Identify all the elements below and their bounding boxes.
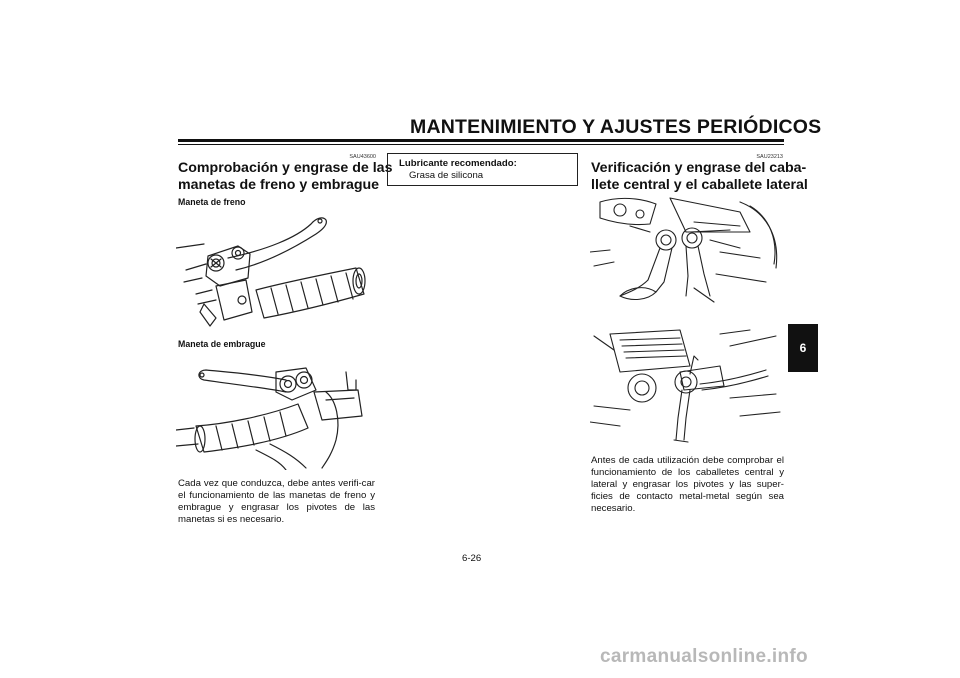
brake-lever-label: Maneta de freno bbox=[178, 197, 246, 207]
header-rule-thin bbox=[178, 144, 784, 145]
left-body-text: Cada vez que conduzca, debe antes verifi-car el funcionamiento de las manetas de freno y embrague y engrasar los pivotes de las manetas si es necesario. bbox=[178, 478, 375, 525]
section-code-left: SAU43600 bbox=[349, 154, 376, 160]
right-body-text: Antes de cada utilización debe comprobar el funcionamiento de los caballetes central y lateral y engrasar los pivotes y las super-ficies de contacto metal-metal según sea necesario. bbox=[591, 455, 784, 514]
lubricant-value: Grasa de silicona bbox=[409, 170, 484, 181]
side-stand-figure bbox=[590, 326, 784, 448]
watermark-text: carmanualsonline.info bbox=[600, 646, 808, 667]
lubricant-box bbox=[387, 153, 578, 186]
section-title-right bbox=[591, 160, 808, 193]
clutch-lever-figure bbox=[176, 350, 376, 470]
section-title-right-line1: Verificación y engrase del caba- bbox=[591, 160, 807, 176]
header-rule-thick bbox=[178, 139, 784, 142]
brake-lever-figure bbox=[176, 208, 376, 330]
lubricant-title: Lubricante recomendado: bbox=[399, 158, 517, 169]
chapter-tab: 6 bbox=[788, 324, 818, 372]
clutch-lever-label: Maneta de embrague bbox=[178, 339, 266, 349]
section-title-left bbox=[178, 160, 392, 193]
page-number: 6-26 bbox=[462, 553, 482, 564]
section-title-right-line2: llete central y el caballete lateral bbox=[591, 176, 808, 193]
page-header-title: MANTENIMIENTO Y AJUSTES PERIÓDICOS bbox=[410, 116, 822, 138]
center-stand-figure bbox=[590, 192, 784, 314]
section-code-right: SAU23213 bbox=[756, 154, 783, 160]
section-title-left-line1: Comprobación y engrase de las bbox=[178, 160, 393, 176]
section-title-left-line2: manetas de freno y embrague bbox=[178, 176, 380, 193]
